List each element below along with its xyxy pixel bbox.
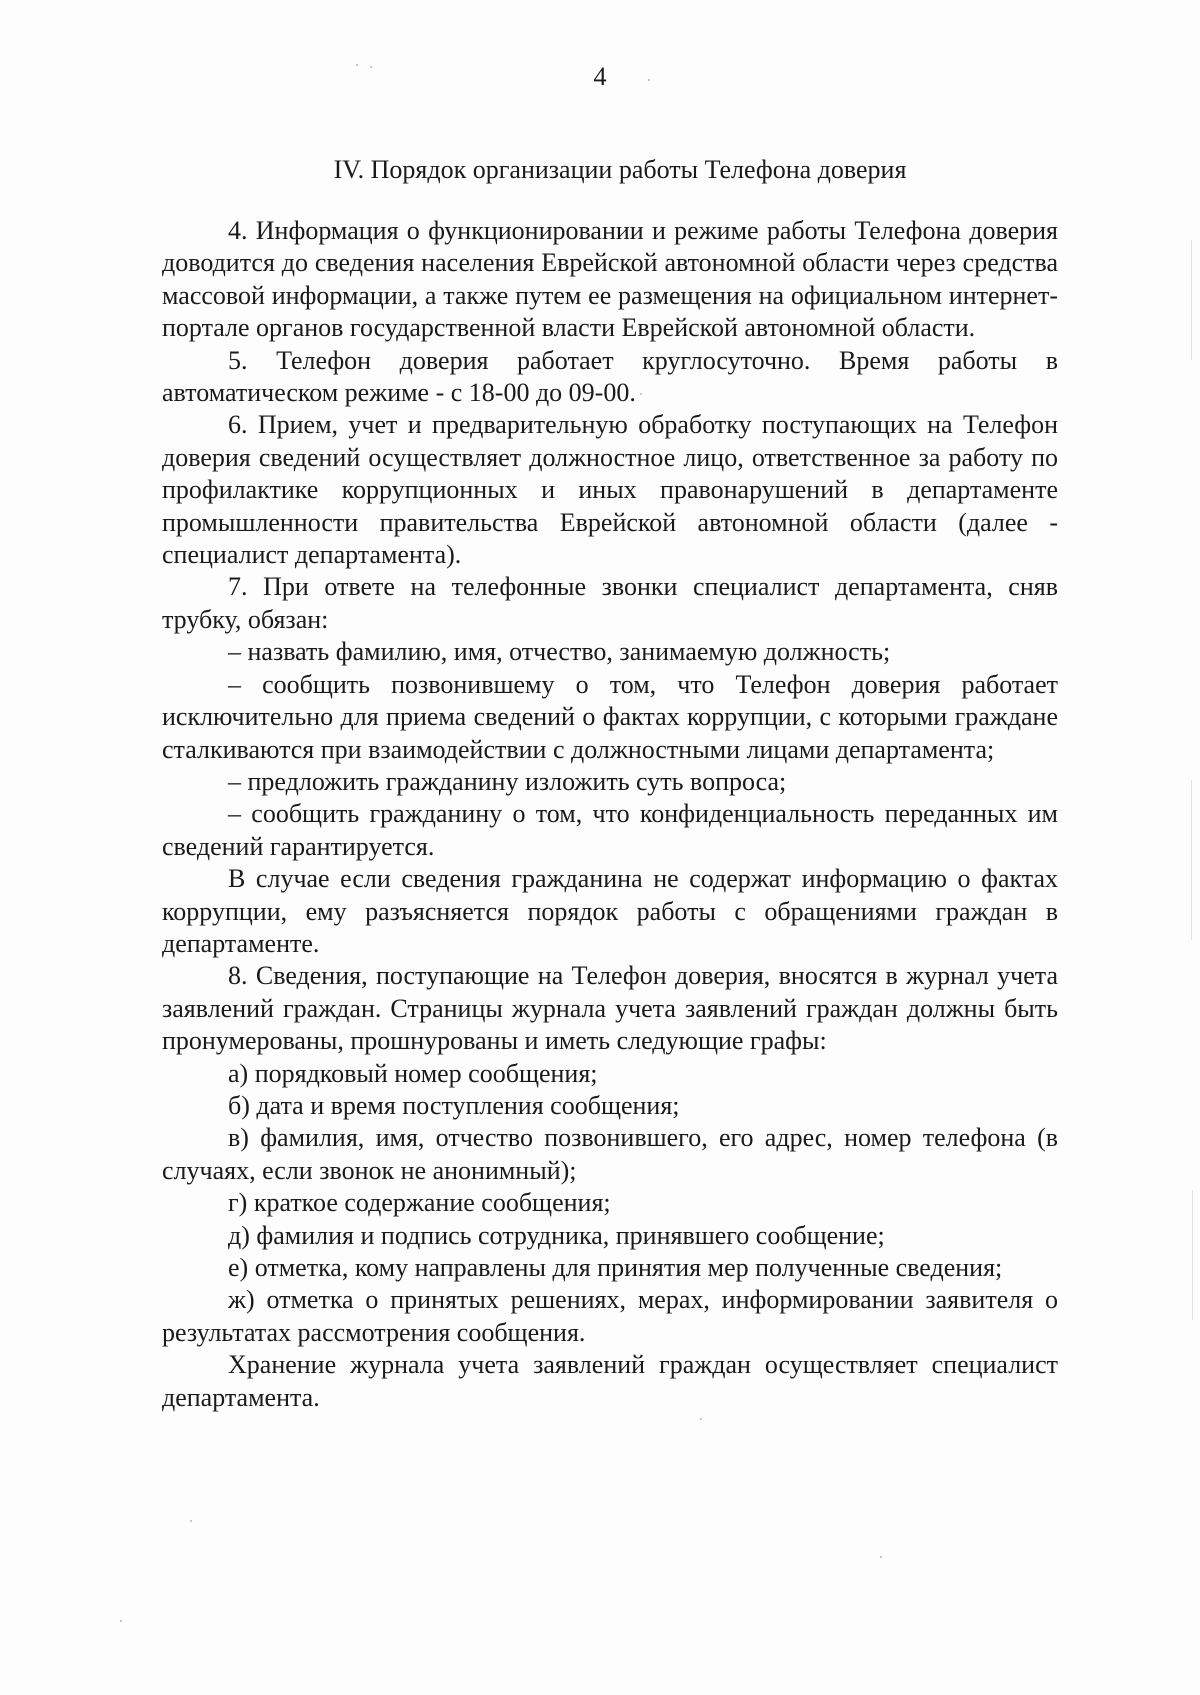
paragraph-corruption-note: В случае если сведения гражданина не содержат информацию о фактах коррупции, ему разъясняется порядок работы с обращениями граждан в департаменте. [162,864,1058,958]
scan-edge-line [1192,1190,1193,1320]
paragraph-6: 6. Прием, учет и предварительную обработку поступающих на Телефон доверия сведений осуществляет должностное лицо, ответственное за работу по профилактике коррупционных и иных правонарушений в департаменте промышленности правительства Еврейской автономной области (далее - специалист департамента). [162,410,1058,570]
paragraph-7: 7. При ответе на телефонные звонки специалист департамента, сняв трубку, обязан: [162,572,1058,634]
page-number: 4 [593,62,607,91]
list-item: – предложить гражданину изложить суть вопроса; [228,766,787,796]
list-item: – сообщить позвонившему о том, что Телефон доверия работает исключительно для приема сведений о фактах коррупции, с которыми граждане сталкиваются при взаимодействии с должностными лицами департамента; [162,669,1058,764]
journal-column-item: в) фамилия, имя, отчество позвонившего, его адрес, номер телефона (в случаях, если звонок не анонимный); [162,1123,1058,1185]
scan-speck [640,393,642,395]
scan-speck [880,1556,882,1558]
paragraph-4: 4. Информация о функционировании и режиме работы Телефона доверия доводится до сведения населения Еврейской автономной области через средства массовой информации, а также путем ее размещения на официальном интернет-портале органов государственной власти Еврейской автономной области. [162,216,1058,343]
journal-column-item: д) фамилия и подпись сотрудника, принявшего сообщение; [228,1220,885,1250]
scan-speck [370,66,372,68]
list-item: – сообщить гражданину о том, что конфиденциальность переданных им сведений гарантируется. [162,799,1058,861]
journal-column-item: б) дата и время поступления сообщения; [228,1090,680,1120]
journal-column-item: е) отметка, кому направлены для принятия мер полученные сведения; [228,1253,1003,1282]
scan-speck [356,64,358,66]
journal-column-item: а) порядковый номер сообщения; [228,1058,598,1088]
paragraph-5: 5. Телефон доверия работает круглосуточно. Время работы в автоматическом режиме - с 18-00 до 09-00. [162,345,1058,408]
scan-speck [120,1620,122,1622]
scan-speck [190,1520,192,1522]
paragraph-8: 8. Сведения, поступающие на Телефон доверия, вносятся в журнал учета заявлений граждан. Страницы журнала учета заявлений граждан должны быть пронумерованы, прошнурованы и иметь следующие графы: [162,961,1058,1056]
journal-column-item: ж) отметка о принятых решениях, мерах, информировании заявителя о результатах рассмотрения сообщения. [162,1285,1058,1347]
journal-column-item: г) краткое содержание сообщения; [228,1188,611,1218]
scan-edge-line [1191,240,1192,360]
paragraph-storage: Хранение журнала учета заявлений граждан осуществляет специалист департамента. [162,1350,1058,1412]
scan-speck [700,1418,702,1420]
scan-edge-line [1191,780,1192,940]
list-item: – назвать фамилию, имя, отчество, занимаемую должность; [228,637,891,667]
scan-speck [648,79,650,81]
section-title: IV. Порядок организации работы Телефона доверия [333,155,907,184]
document-body [162,215,1058,1414]
